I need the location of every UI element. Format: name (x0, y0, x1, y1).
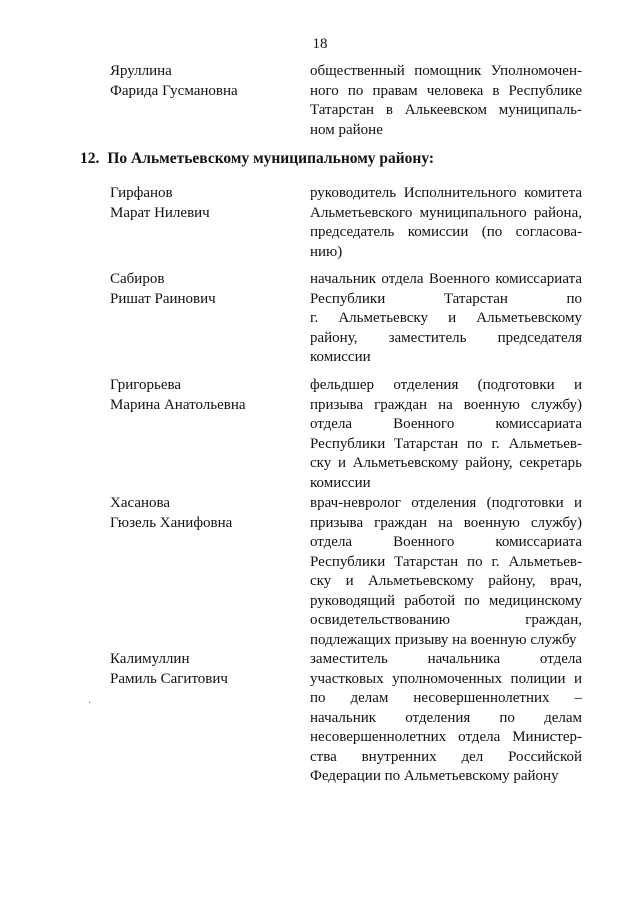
position-line: ного по правам человека в Республике (310, 82, 582, 99)
position-line: несовершеннолетних отдела Министер- (310, 729, 582, 745)
position-line: председатель комиссии (по согласова- (310, 224, 582, 240)
member-surname: Гирфанов (110, 185, 173, 201)
section-heading (80, 150, 600, 168)
position-line: комиссии (310, 349, 371, 365)
member-position (310, 270, 582, 368)
member-position (310, 62, 582, 140)
member-given-names: Фарида Гусмановна (110, 82, 238, 99)
section-title: По Альметьевскому муниципальному району: (107, 150, 435, 167)
position-line: отдела Военного комиссариата (310, 534, 582, 550)
position-line: ску и Альметьевскому району, секретарь (310, 455, 582, 471)
position-line: Республики Татарстан по г. Альметьев- (310, 553, 582, 570)
member-name (110, 494, 300, 533)
position-line: призыва граждан на военную службу) (310, 396, 582, 413)
position-line: отдела Военного комиссариата (310, 416, 582, 432)
position-line: начальник отделения по делам (310, 709, 582, 726)
position-line: Альметьевского муниципального района, (310, 204, 582, 221)
position-line: по делам несовершеннолетних – (310, 690, 582, 706)
member-given-names: Ришат Раинович (110, 290, 216, 307)
position-line: начальник отдела Военного комиссариата (310, 271, 582, 287)
member-given-names: Марат Нилевич (110, 204, 210, 221)
position-line: врач-невролог отделения (подготовки и (310, 495, 582, 511)
member-name (110, 650, 300, 689)
member-position (310, 376, 582, 493)
member-given-names: Рамиль Сагитович (110, 670, 228, 687)
position-line: комиссии (310, 474, 371, 491)
position-line: Федерации по Альметьевскому району (310, 768, 559, 784)
position-line: освидетельствованию граждан, (310, 612, 582, 628)
position-line: руководитель Исполнительного комитета (310, 185, 582, 201)
member-surname: Калимуллин (110, 651, 190, 667)
position-line: Татарстан в Алькеевском муниципаль- (310, 102, 582, 118)
member-position (310, 650, 582, 787)
member-position (310, 494, 582, 650)
member-surname: Сабиров (110, 271, 165, 287)
member-name (110, 184, 300, 223)
position-line: ном районе (310, 121, 383, 138)
member-position (310, 184, 582, 262)
position-line: призыва граждан на военную службу) (310, 514, 582, 531)
member-surname: Григорьева (110, 377, 182, 393)
position-line: общественный помощник Уполномочен- (310, 63, 582, 79)
member-given-names: Гюзель Ханифовна (110, 514, 233, 531)
position-line: г. Альметьевску и Альметьевскому (310, 310, 582, 326)
position-line: участковых уполномоченных полиции и (310, 670, 582, 687)
position-line: подлежащих призыву на военную службу (310, 631, 577, 648)
member-given-names: Марина Анатольевна (110, 396, 246, 413)
position-line: заместитель начальника отдела (310, 651, 582, 667)
position-line: ску и Альметьевскому району, врач, (310, 573, 582, 589)
position-line: Республики Татарстан по (310, 290, 582, 307)
scan-speck: · (88, 698, 92, 709)
position-line: Республики Татарстан по г. Альметьев- (310, 435, 582, 452)
member-name (110, 270, 300, 309)
position-line: району, заместитель председателя (310, 329, 582, 346)
page-number: 18 (312, 36, 328, 52)
member-name (110, 376, 300, 415)
member-name (110, 62, 300, 101)
member-surname: Хасанова (110, 495, 171, 511)
position-line: руководящий работой по медицинскому (310, 592, 582, 609)
section-number: 12. (80, 150, 100, 167)
position-line: ства внутренних дел Российской (310, 748, 582, 765)
position-line: нию) (310, 243, 343, 260)
member-surname: Яруллина (110, 63, 172, 79)
position-line: фельдшер отделения (подготовки и (310, 377, 582, 393)
